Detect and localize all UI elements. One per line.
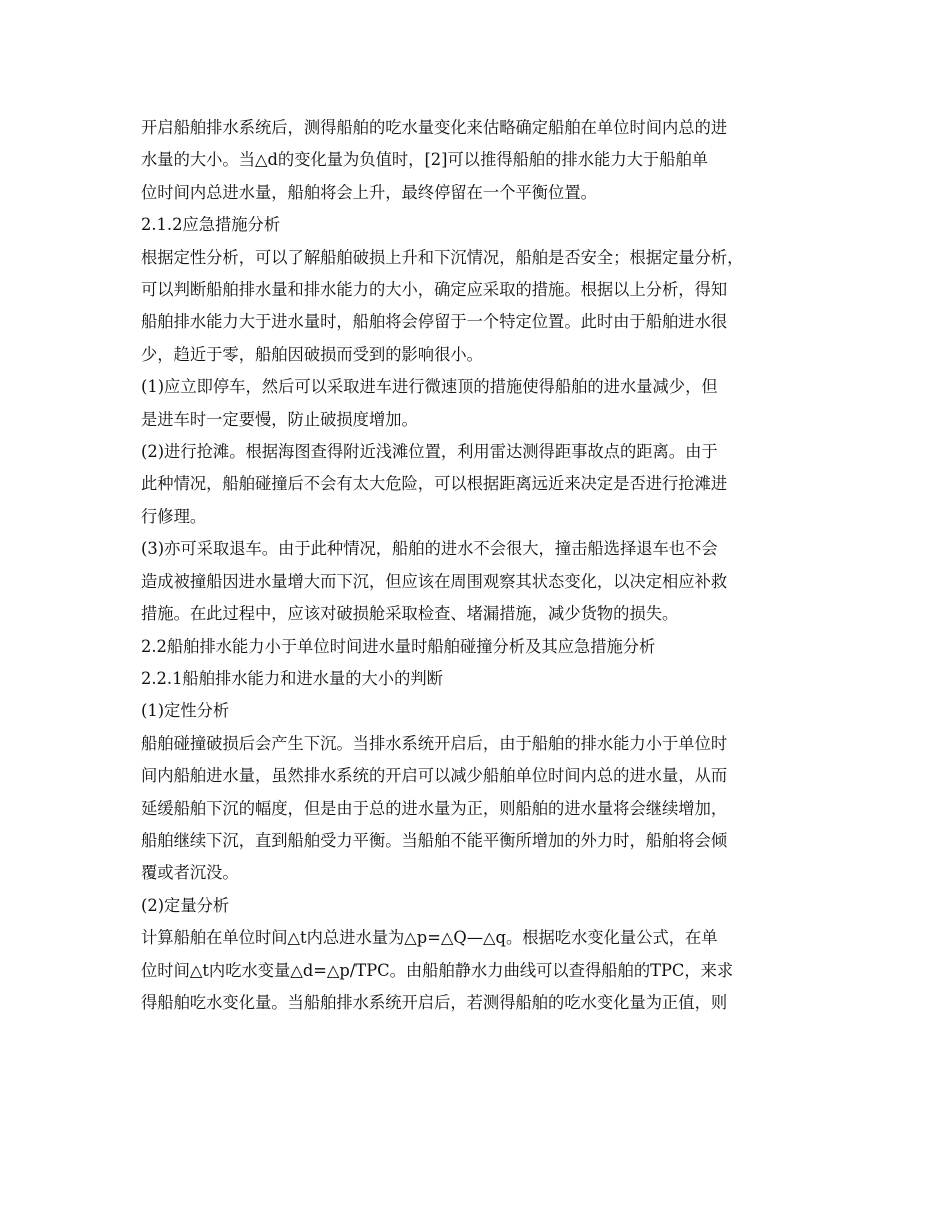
text-line: 船舶排水能力大于进水量时，船舶将会停留于一个特定位置。此时由于船舶进水很 <box>141 312 728 332</box>
para-measure-2 <box>141 436 821 533</box>
text-line: 此种情况，船舶碰撞后不会有太大危险，可以根据距离远近来决定是否进行抢滩进 <box>141 474 728 494</box>
text-line: 位时间△t内吃水变量△d=△p/TPC。由船舶静水力曲线可以查得船舶的TPC，来求 <box>141 960 734 980</box>
para-emergency-analysis <box>141 242 821 372</box>
text-line: (1)应立即停车，然后可以采取进车进行微速顶的措施使得船舶的进水量减少，但 <box>141 377 718 397</box>
heading-qualitative: (1)定性分析 <box>141 701 230 721</box>
text-line: 水量的大小。当△d的变化量为负值时，[2]可以推得船舶的排水能力大于船舶单 <box>141 150 709 170</box>
text-line: 开启船舶排水系统后，测得船舶的吃水量变化来估略确定船舶在单位时间内总的进 <box>141 118 728 137</box>
heading-2-1-2: 2.1.2应急措施分析 <box>141 215 281 235</box>
text-line: (3)亦可采取退车。由于此种情况，船舶的进水不会很大，撞击船选择退车也不会 <box>141 539 718 559</box>
text-line: 行修理。 <box>141 506 207 526</box>
para-measure-3 <box>141 533 821 630</box>
para-measure-1 <box>141 371 821 436</box>
text-line: 延缓船舶下沉的幅度，但是由于总的进水量为正，则船舶的进水量将会继续增加， <box>141 798 728 818</box>
text-line: 是进车时一定要慢，防止破损度增加。 <box>141 409 418 429</box>
text-line: 船舶继续下沉，直到船舶受力平衡。当船舶不能平衡所增加的外力时，船舶将会倾 <box>141 830 728 850</box>
text-line: 造成被撞船因进水量增大而下沉，但应该在周围观察其状态变化，以决定相应补救 <box>141 571 728 591</box>
text-line: 间内船舶进水量，虽然排水系统的开启可以减少船舶单位时间内总的进水量，从而 <box>141 766 728 786</box>
para-drain-capacity-greater <box>141 112 821 209</box>
para-qualitative <box>141 728 821 890</box>
text-line: 位时间内总进水量，船舶将会上升，最终停留在一个平衡位置。 <box>141 182 597 202</box>
heading-quantitative: (2)定量分析 <box>141 895 230 915</box>
text-line: 覆或者沉没。 <box>141 863 239 883</box>
text-line: (2)进行抢滩。根据海图查得附近浅滩位置，利用雷达测得距事故点的距离。由于 <box>141 442 718 462</box>
text-line: 根据定性分析，可以了解船舶破损上升和下沉情况，船舶是否安全；根据定量分析， <box>141 247 744 267</box>
para-quantitative <box>141 922 821 1019</box>
heading-2-2: 2.2船舶排水能力小于单位时间进水量时船舶碰撞分析及其应急措施分析 <box>141 636 656 656</box>
text-line: 得船舶吃水变化量。当船舶排水系统开启后，若测得船舶的吃水变化量为正值，则 <box>141 992 728 1012</box>
text-line: 措施。在此过程中，应该对破损舱采取检查、堵漏措施，减少货物的损失。 <box>141 604 679 624</box>
text-line: 可以判断船舶排水量和排水能力的大小，确定应采取的措施。根据以上分析，得知 <box>141 280 728 300</box>
text-line: 船舶碰撞破损后会产生下沉。当排水系统开启后，由于船舶的排水能力小于单位时 <box>141 733 728 753</box>
document-body <box>141 112 821 1019</box>
heading-2-2-1: 2.2.1船舶排水能力和进水量的大小的判断 <box>141 668 443 688</box>
text-line: 计算船舶在单位时间△t内总进水量为△p=△Q—△q。根据吃水变化量公式，在单 <box>141 928 718 948</box>
text-line: 少，趋近于零，船舶因破损而受到的影响很小。 <box>141 344 483 364</box>
